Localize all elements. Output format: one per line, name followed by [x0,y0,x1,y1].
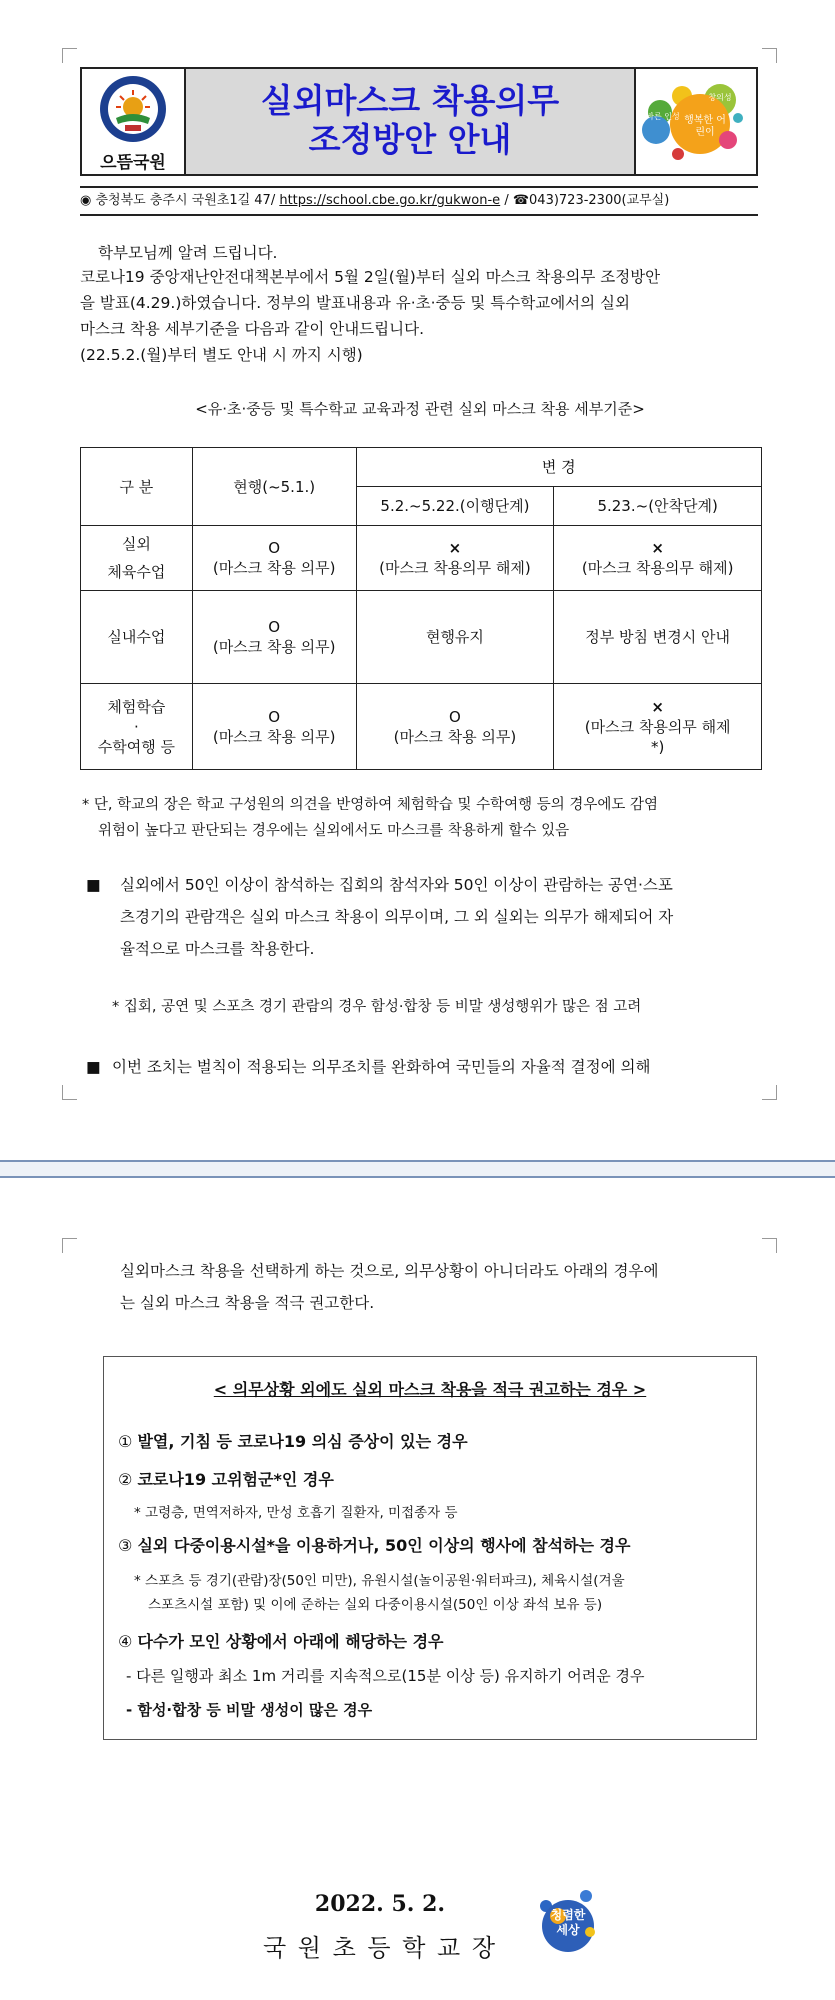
recommendation-item-3: ③ 실외 다중이용시설*을 이용하거나, 50인 이상의 행사에 참석하는 경우 [118,1536,631,1555]
table-title: <유·초·중등 및 특수학교 교육과정 관련 실외 마스크 착용 세부기준> [195,400,645,418]
motto-word-2: 행복한 어린이 [684,115,726,138]
row-phase-1: 현행유지 [356,591,554,684]
recommendation-item-1: ① 발열, 기침 등 코로나19 의심 증상이 있는 경우 [118,1432,468,1451]
row-current: O (마스크 착용 의무) [192,591,356,684]
recommendation-item-3-note-1: * 스포츠 등 경기(관람)장(50인 미만), 유원시설(놀이공원·워터파크), 체육시설(겨울 [134,1573,625,1589]
row-phase-1: × (마스크 착용의무 해제) [356,526,554,591]
school-website-link[interactable]: https://school.cbe.go.kr/gukwon-e [279,193,501,208]
row-phase-1: O (마스크 착용 의무) [356,684,554,770]
row-current: O (마스크 착용 의무) [192,684,356,770]
recommendation-item-2-note: * 고령층, 면역저하자, 만성 호흡기 질환자, 미접종자 등 [134,1505,458,1521]
row-category: 실내수업 [81,591,193,684]
intro-line-3: 마스크 착용 세부기준을 다음과 같이 안내드립니다. [80,320,424,338]
address-prefix: ◉ 충청북도 충주시 국원초1길 47/ [80,193,280,208]
row-phase-2: × (마스크 착용의무 해제 *) [554,684,762,770]
recommendation-item-4: ④ 다수가 모인 상황에서 아래에 해당하는 경우 [118,1632,444,1651]
row-category: 체험학습 · 수학여행 등 [81,684,193,770]
bullet-1-line1: 실외에서 50인 이상이 참석하는 집회의 참석자와 50인 이상이 관람하는 공연·스포 [120,876,673,894]
page-corner-mark [62,48,77,63]
intro-line-4: (22.5.2.(월)부터 별도 안내 시 까지 시행) [80,346,363,364]
address-rule-top [80,186,758,188]
mask-rule-table [80,447,762,770]
table-row [81,526,762,591]
intro-greeting: 학부모님께 알려 드립니다. [98,244,278,262]
footnote-1-line1: * 단, 학교의 장은 학교 구성원의 의견을 반영하여 체험학습 및 수학여행 등의 경우에도 감염 [82,797,659,813]
page-corner-mark [62,1238,77,1253]
bullet-2-line2: 실외마스크 착용을 선택하게 하는 것으로, 의무상황이 아니더라도 아래의 경우에 [120,1262,659,1280]
bullet-2-marker: ■ [86,1058,101,1076]
row-phase-2: × (마스크 착용의무 해제) [554,526,762,591]
page-corner-mark [762,1238,777,1253]
signer-title: 국 원 초 등 학 교 장 [262,1934,498,1962]
address-suffix: / ☎043)723-2300(교무실) [500,193,670,208]
header-change: 변 경 [356,448,761,487]
header-phase-2: 5.23.~(안착단계) [554,487,762,526]
recommendation-box [103,1356,757,1740]
bullet-1-line2: 츠경기의 관람객은 실외 마스크 착용이 의무이며, 그 외 실외는 의무가 해제되어 자 [120,908,674,926]
footnote-1-line2: 위험이 높다고 판단되는 경우에는 실외에서도 마스크를 착용하게 할수 있음 [98,823,570,839]
bullet-1-marker: ■ [86,876,101,894]
recommendation-item-4-sub-1: - 다른 일행과 최소 1m 거리를 지속적으로(15분 이상 등) 유지하기 어려운 경우 [126,1667,645,1685]
document-date: 2022. 5. 2. [314,1891,446,1917]
recommendation-title: < 의무상황 외에도 실외 마스크 착용을 적극 권고하는 경우 > [213,1380,647,1399]
footnote-2: * 집회, 공연 및 스포츠 경기 관람의 경우 함성·합창 등 비말 생성행위가 많은 점 고려 [112,999,642,1015]
bullet-2-line3: 는 실외 마스크 착용을 적극 권고한다. [120,1294,375,1312]
page-corner-mark [762,1085,777,1100]
page-break [0,1160,835,1178]
page-title-line2: 조정방안 안내 [308,120,512,159]
address-rule-bottom [80,214,758,216]
school-logo-box [80,67,186,176]
motto-word-1: 바른 인성 [646,112,680,121]
row-phase-2: 정부 방침 변경시 안내 [554,591,762,684]
recommendation-item-3-note-2: 스포츠시설 포함) 및 이에 준하는 실외 다중이용시설(50인 이상 좌석 보유 등) [148,1597,603,1613]
row-category: 실외 체육수업 [81,526,193,591]
header-category: 구 분 [81,448,193,526]
bullet-2-line1: 이번 조치는 벌칙이 적용되는 의무조치를 완화하여 국민들의 자율적 결정에 의해 [112,1058,651,1076]
school-logo-text: 으뜸국원 [100,153,166,173]
school-emblem-icon [98,74,168,144]
intro-line-1: 코로나19 중앙재난안전대책본부에서 5월 2일(월)부터 실외 마스크 착용의무 조정방안 [80,268,661,286]
school-address [80,189,758,213]
recommendation-item-4-sub-2: - 함성·합창 등 비말 생성이 많은 경우 [126,1701,373,1719]
integrity-logo-text: 청렴한 세상 [550,1908,586,1937]
header-phase-1: 5.2.~5.22.(이행단계) [356,487,554,526]
integrity-logo [528,1886,608,1966]
bullet-1-line3: 율적으로 마스크를 착용한다. [120,940,315,958]
title-banner [186,67,634,176]
motto-word-3: 창의성 [708,93,732,102]
header-current: 현행(~5.1.) [192,448,356,526]
page-corner-mark [62,1085,77,1100]
table-row [81,591,762,684]
table-row [81,684,762,770]
row-current: O (마스크 착용 의무) [192,526,356,591]
intro-line-2: 을 발표(4.29.)하였습니다. 정부의 발표내용과 유·초·중등 및 특수학교에서의 실외 [80,294,630,312]
motto-logo-box [634,67,758,176]
recommendation-item-2: ② 코로나19 고위험군*인 경우 [118,1470,334,1489]
page-corner-mark [762,48,777,63]
page-title-line1: 실외마스크 착용의무 [260,81,560,120]
